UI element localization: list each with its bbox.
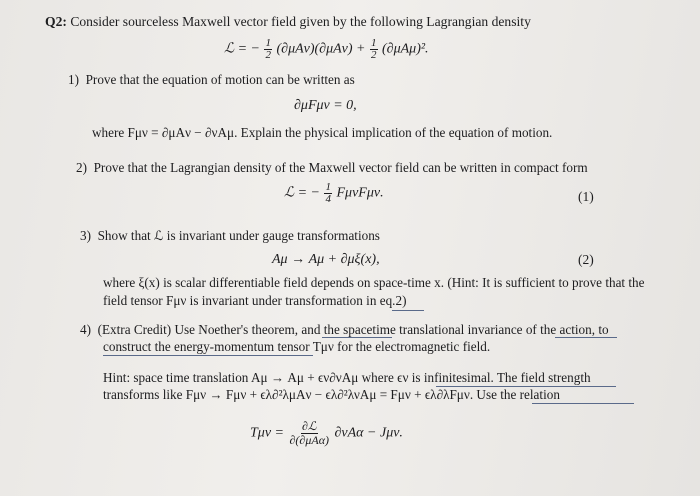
pen-underline [555, 337, 617, 338]
fraction-half: $\frac{1}{2}$ [265, 37, 271, 61]
part-3-where-line-1: where ξ(x) is scalar differentiable field depends on space-time x. (Hint: It is sufficient to prove that the [103, 275, 645, 290]
pen-underline [392, 310, 424, 311]
gauge-transformation: Aμ → Aμ + ∂μξ(x), [272, 252, 380, 267]
part-1-number: 1) [68, 72, 79, 87]
hint-line-2: transforms like Fμν → Fμν + ϵλ∂²λμAν − ϵλ∂²λνAμ = Fμν + ϵλ∂λFμν. Use the relation [103, 387, 560, 402]
question-id: Q2: [45, 14, 67, 29]
part-4-line-2: construct the energy-momentum tensor Tμν for the electromagnetic field. [103, 339, 491, 354]
part-4-number: 4) [80, 322, 91, 337]
part-4-line-1: 4) (Extra Credit) Use Noether's theorem, and the spacetime translational invariance of the action, to [80, 322, 609, 337]
pen-underline [532, 403, 634, 404]
pen-underline [322, 337, 392, 338]
equation-tag-1: (1) [578, 189, 594, 204]
energy-momentum-relation: Tμν = $\frac{\text{∂ℒ}}{\text{∂(∂μAα)}}$ ∂νAα − Jμν. [250, 419, 403, 447]
part-2-number: 2) [76, 160, 87, 175]
fraction-derivative: $\frac{\text{∂ℒ}}{\text{∂(∂μAα)}}$ [289, 419, 329, 447]
part-1-where: where Fμν = ∂μAν − ∂νAμ. Explain the physical implication of the equation of motion. [92, 125, 553, 140]
lagrangian-equation: ℒ = − $\frac{1}{2}$ (∂μAν)(∂μAν) + $\frac{1}{2}$ (∂μAμ)². [224, 37, 429, 61]
hint-line-1: Hint: space time translation Aμ → Aμ + ϵν∂νAμ where ϵν is infinitesimal. The field strength [103, 370, 591, 385]
question-header [45, 14, 531, 30]
compact-lagrangian: ℒ = − $\frac{1}{4}$ FμνFμν. [284, 181, 384, 205]
equation-of-motion: ∂μFμν = 0, [294, 98, 357, 113]
pen-underline [103, 355, 313, 356]
part-1-statement: 1) Prove that the equation of motion can be written as [68, 72, 355, 87]
part-3-where-line-2: field tensor Fμν is invariant under transformation in eq.2) [103, 293, 407, 308]
part-2-statement: 2) Prove that the Lagrangian density of the Maxwell vector field can be written in compact form [76, 160, 588, 175]
equation-tag-2: (2) [578, 252, 594, 267]
question-text: Consider sourceless Maxwell vector field given by the following Lagrangian density [70, 14, 531, 29]
fraction-quarter: $\frac{1}{4}$ [325, 181, 331, 205]
part-3-number: 3) [80, 228, 91, 243]
fraction-half: $\frac{1}{2}$ [371, 37, 377, 61]
part-3-statement: 3) Show that ℒ is invariant under gauge transformations [80, 228, 380, 243]
